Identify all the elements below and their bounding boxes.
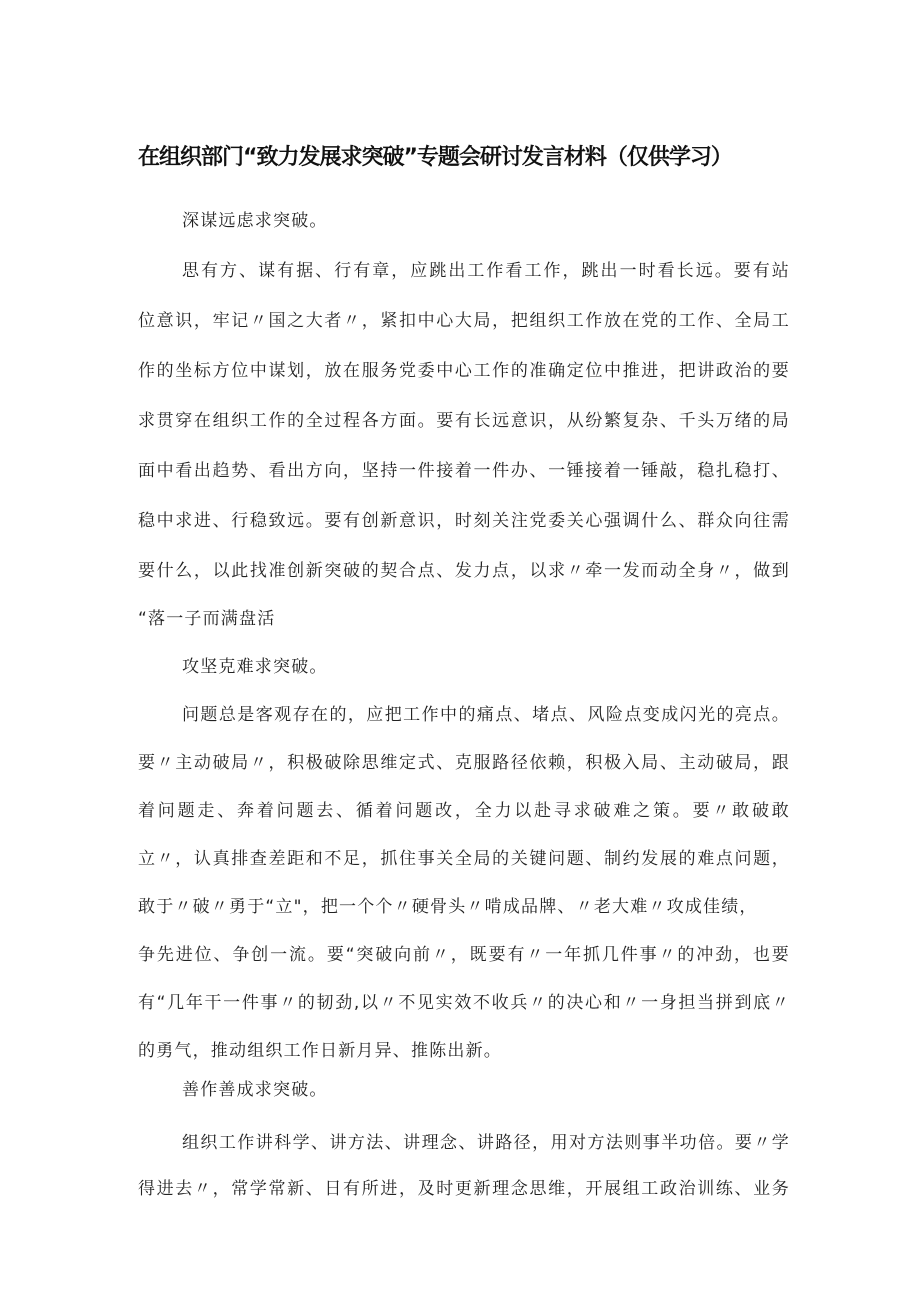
paragraph-line: 思有方、谋有据、行有章，应跳出工作看工作，跳出一时看长远。要有站 [182, 261, 790, 281]
paragraph-line: 稳中求进、行稳致远。要有创新意识，时刻关注党委关心强调什么、群众向往需 [138, 511, 790, 531]
paragraph-line: “落一子而满盘活 [138, 609, 276, 629]
paragraph-line: 的勇气，推动组织工作日新月异、推陈出新。 [138, 1041, 502, 1061]
paragraph-line: 有“几年干一件事〃的韧劲,以〃不见实效不收兵〃的决心和〃一身担当拼到底〃 [138, 993, 790, 1013]
paragraph-line: 组织工作讲科学、讲方法、讲理念、讲路径，用对方法则事半功倍。要〃学 [182, 1133, 790, 1153]
paragraph-line: 作的坐标方位中谋划，放在服务党委中心工作的准确定位中推进，把讲政治的要 [138, 361, 790, 381]
paragraph-line: 着问题走、奔着问题去、循着问题改，全力以赴寻求破难之策。要〃敢破敢 [138, 801, 790, 821]
section-heading: 攻坚克难求突破。 [182, 657, 328, 677]
paragraph-line: 要什么，以此找准创新突破的契合点、发力点，以求〃牵一发而动全身〃，做到 [138, 561, 790, 581]
paragraph-line: 立〃，认真排查差距和不足，抓住事关全局的关键问题、制约发展的难点问题， [138, 849, 790, 869]
section-heading: 善作善成求突破。 [182, 1080, 328, 1100]
section-heading: 深谋远虑求突破。 [182, 211, 328, 231]
paragraph-line: 问题总是客观存在的，应把工作中的痛点、堵点、风险点变成闪光的亮点。 [182, 705, 790, 725]
paragraph-line: 敢于〃破〃勇于“立"，把一个个〃硬骨头〃啃成品牌、〃老大难〃攻成佳绩， [138, 897, 758, 917]
paragraph-line: 求贯穿在组织工作的全过程各方面。要有长远意识，从纷繁复杂、千头万绪的局 [138, 411, 790, 431]
paragraph-line: 面中看出趋势、看出方向，坚持一件接着一件办、一锤接着一锤敲，稳扎稳打、 [138, 461, 790, 481]
document-title: 在组织部门“致力发展求突破”专题会研讨发言材料（仅供学习） [138, 145, 732, 170]
paragraph-line: 位意识，牢记〃国之大者〃，紧扣中心大局，把组织工作放在党的工作、全局工 [138, 311, 790, 331]
paragraph-line: 争先进位、争创一流。要“突破向前〃，既要有〃一年抓几件事〃的冲劲，也要 [138, 945, 790, 965]
paragraph-line: 得进去〃，常学常新、日有所进，及时更新理念思维，开展组工政治训练、业务 [138, 1179, 790, 1199]
paragraph-line: 要〃主动破局〃，积极破除思维定式、克服路径依赖，积极入局、主动破局，跟 [138, 753, 790, 773]
